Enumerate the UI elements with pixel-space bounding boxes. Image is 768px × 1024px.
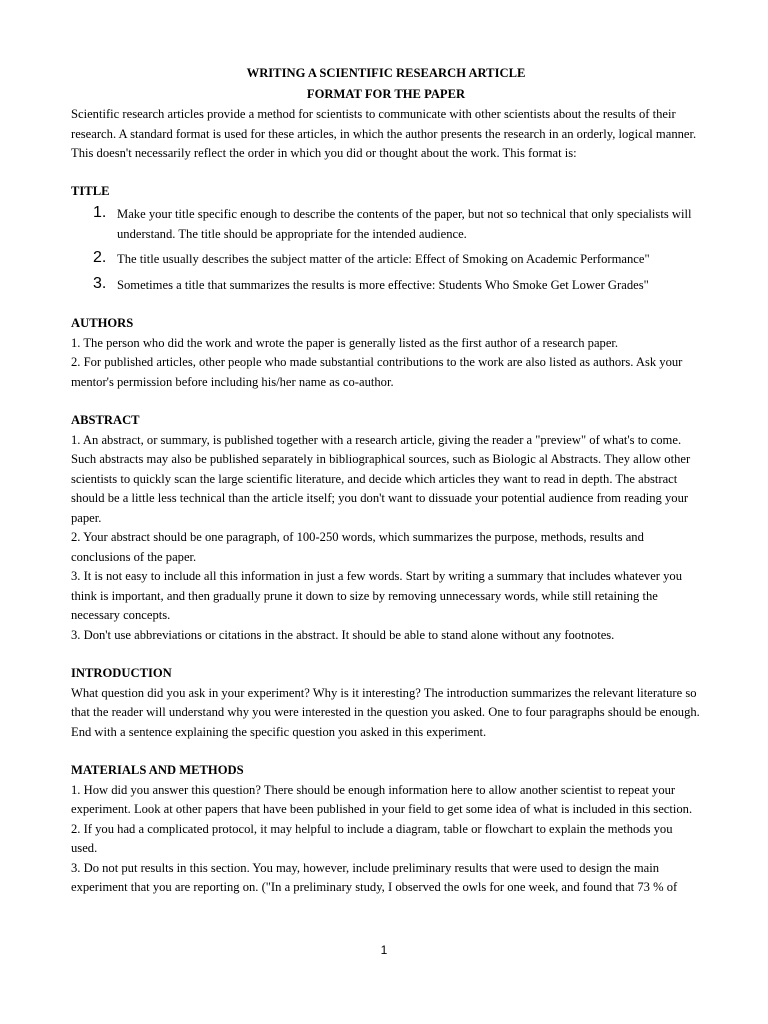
section-heading-methods: MATERIALS AND METHODS: [71, 763, 244, 777]
list-item-text: Sometimes a title that summarizes the results is more effective: Students Who Smoke Get Lower Grades": [117, 277, 649, 292]
abstract-paragraph: 3. It is not easy to include all this information in just a few words. Start by writing a summary that includes whatever you think is important, and then gradually prune it down to size by removing unnecessary words, while still retaining the necessary concepts.: [71, 569, 683, 622]
document-page: [71, 63, 701, 898]
section-heading-authors: AUTHORS: [71, 316, 134, 330]
title-guidelines-list: [71, 205, 701, 295]
authors-paragraph: 1. The person who did the work and wrote the paper is generally listed as the first author of a research paper.: [71, 335, 619, 350]
list-item: [71, 250, 701, 270]
intro-paragraph: Scientific research articles provide a method for scientists to communicate with other scientists about the results of their research. A standard format is used for these articles, in which the author presents the research in an orderly, logical manner. This doesn't necessarily reflect the order in which you did or thought about the work. This format is:: [71, 107, 697, 160]
authors-paragraph: 2. For published articles, other people who made substantial contributions to the work are also listed as authors. Ask your mentor's permission before including his/her name as co-author.: [71, 355, 683, 389]
abstract-paragraph: 2. Your abstract should be one paragraph, of 100-250 words, which summarizes the purpose, methods, results and conclusions of the paper.: [71, 530, 644, 564]
document-title-block: [71, 63, 701, 105]
document-subtitle: FORMAT FOR THE PAPER: [306, 87, 466, 101]
list-item-number: 1.: [93, 204, 107, 221]
methods-paragraph: 3. Do not put results in this section. You may, however, include preliminary results that were used to design the main experiment that you are reporting on. ("In a preliminary study, I observed the owls for one week, and found that 73 % of: [71, 860, 678, 894]
page-number: 1: [380, 943, 388, 957]
document-title: WRITING A SCIENTIFIC RESEARCH ARTICLE: [246, 66, 526, 80]
list-item-text: The title usually describes the subject matter of the article: Effect of Smoking on Academic Performance": [117, 252, 650, 266]
list-item-number: 2.: [93, 249, 107, 266]
abstract-paragraph: 3. Don't use abbreviations or citations in the abstract. It should be able to stand alone without any footnotes.: [71, 627, 615, 642]
list-item: [71, 205, 701, 244]
abstract-paragraph: 1. An abstract, or summary, is published together with a research article, giving the reader a "preview" of what's to come. Such abstracts may also be published separately in bibliographical sources, such as Biologic al Abstracts. They allow other scientists to quickly scan the large scientific literature, and decide which articles they want to read in depth. The abstract should be a little less technical than the article itself; you don't want to dissuade your potential audience from reading your paper.: [71, 432, 691, 525]
section-heading-introduction: INTRODUCTION: [71, 666, 172, 680]
section-heading-title: TITLE: [71, 183, 110, 198]
section-heading-abstract: ABSTRACT: [71, 413, 140, 427]
introduction-paragraph: What question did you ask in your experiment? Why is it interesting? The introduction summarizes the relevant literature so that the reader will understand why you were interested in the question you asked. One to four paragraphs should be enough. End with a sentence explaining the specific question you asked in this experiment.: [71, 685, 700, 739]
methods-paragraph: 2. If you had a complicated protocol, it may helpful to include a diagram, table or flowchart to explain the methods you used.: [71, 821, 673, 855]
list-item-number: 3.: [93, 274, 107, 292]
methods-paragraph: 1. How did you answer this question? There should be enough information here to allow another scientist to repeat your experiment. Look at other papers that have been published in your field to get some idea of what is included in this section.: [71, 782, 693, 816]
list-item: [71, 276, 701, 296]
list-item-text: Make your title specific enough to describe the contents of the paper, but not so technical that only specialists will understand. The title should be appropriate for the intended audience.: [117, 207, 692, 241]
